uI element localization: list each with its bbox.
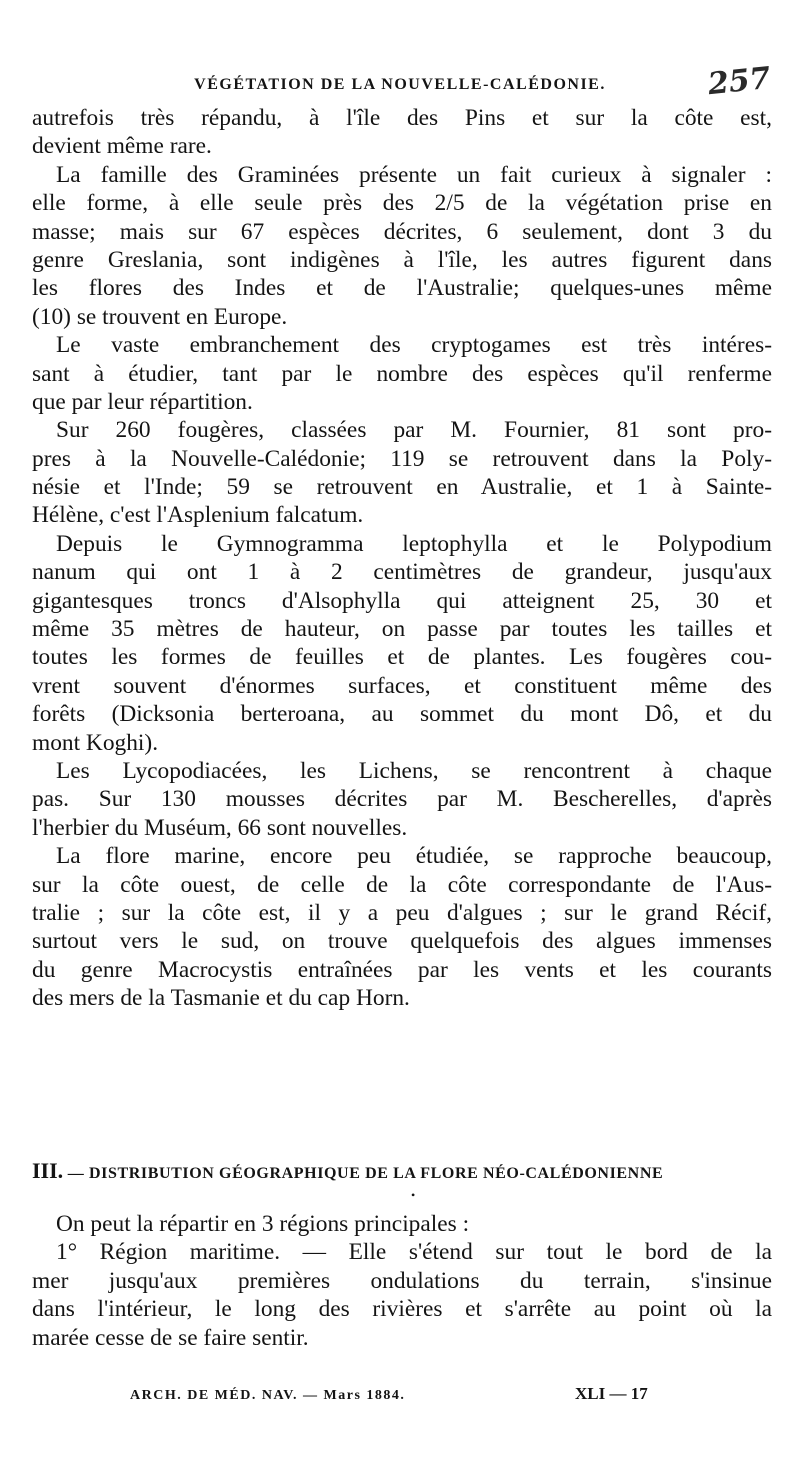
text-line: Depuis le Gymnogramma leptophylla et le Polypodium bbox=[56, 530, 772, 557]
text-line: Hélène, c'est l'Asplenium falcatum. bbox=[32, 502, 364, 529]
divider-dot: • bbox=[411, 1188, 416, 1202]
text-line: devient même rare. bbox=[32, 133, 212, 160]
text-line: autrefois très répandu, à l'île des Pins et sur la côte est, bbox=[32, 105, 772, 131]
text-line: mont Koghi). bbox=[32, 729, 159, 756]
text-line: des mers de la Tasmanie et du cap Horn. bbox=[32, 985, 410, 1012]
text-line: pas. Sur 130 mousses décrites par M. Bescherelles, d'après bbox=[32, 786, 772, 813]
text-line: mer jusqu'aux premières ondulations du terrain, s'insinue bbox=[32, 1267, 772, 1294]
body-text-block bbox=[32, 104, 772, 1013]
text-line: que par leur répartition. bbox=[32, 388, 253, 415]
text-line: les flores des Indes et de l'Australie; quelques-unes même bbox=[32, 275, 772, 302]
text-line: nanum qui ont 1 à 2 centimètres de grandeur, jusqu'aux bbox=[32, 559, 772, 586]
text-line: (10) se trouvent en Europe. bbox=[32, 303, 288, 330]
text-line: tralie ; sur la côte est, il y a peu d'algues ; sur le grand Récif, bbox=[32, 899, 772, 926]
section-body bbox=[32, 1210, 772, 1352]
text-line: Le vaste embranchement des cryptogames est très intéres- bbox=[56, 332, 772, 359]
text-line: pres à la Nouvelle-Calédonie; 119 se retrouvent dans la Poly- bbox=[32, 445, 772, 472]
text-line: Sur 260 fougères, classées par M. Fournier, 81 sont pro- bbox=[56, 417, 772, 444]
text-line: surtout vers le sud, on trouve quelquefois des algues immenses bbox=[32, 928, 772, 955]
text-line: l'herbier du Muséum, 66 sont nouvelles. bbox=[32, 814, 408, 841]
text-line: vrent souvent d'énormes surfaces, et constituent même des bbox=[32, 672, 772, 699]
text-line: dans l'intérieur, le long des rivières et s'arrête au point où la bbox=[32, 1296, 772, 1323]
text-line: Les Lycopodiacées, les Lichens, se rencontrent à chaque bbox=[56, 757, 772, 784]
text-line: sant à étudier, tant par le nombre des espèces qu'il renferme bbox=[32, 360, 772, 387]
text-line: La flore marine, encore peu étudiée, se rapproche beaucoup, bbox=[56, 843, 772, 870]
text-line: sur la côte ouest, de celle de la côte correspondante de l'Aus- bbox=[32, 871, 772, 898]
handwritten-page-number: 257 bbox=[706, 60, 773, 103]
running-head: VÉGÉTATION DE LA NOUVELLE-CALÉDONIE. bbox=[194, 76, 606, 93]
section-heading bbox=[32, 1158, 772, 1184]
text-line: masse; mais sur 67 espèces décrites, 6 seulement, dont 3 du bbox=[32, 218, 772, 245]
footer-signature: XLI — 17 bbox=[575, 1384, 648, 1403]
section-title: — DISTRIBUTION GÉOGRAPHIQUE DE LA FLORE NÉO-CALÉDONIENNE bbox=[67, 1165, 664, 1182]
text-line: du genre Macrocystis entraînées par les vents et les courants bbox=[32, 956, 772, 983]
text-line: gigantesques troncs d'Alsophylla qui atteignent 25, 30 et bbox=[32, 587, 772, 614]
footer-journal: ARCH. DE MÉD. NAV. — Mars 1884. bbox=[130, 1388, 406, 1403]
text-line: genre Greslania, sont indigènes à l'île, les autres figurent dans bbox=[32, 246, 772, 273]
text-line: même 35 mètres de hauteur, on passe par toutes les tailles et bbox=[32, 616, 772, 643]
text-line: toutes les formes de feuilles et de plantes. Les fougères cou- bbox=[32, 644, 772, 671]
text-line: 1° Région maritime. — Elle s'étend sur tout le bord de la bbox=[56, 1239, 772, 1266]
text-line: La famille des Graminées présente un fait curieux à signaler : bbox=[56, 161, 772, 188]
text-line: elle forme, à elle seule près des 2/5 de la végétation prise en bbox=[32, 190, 772, 217]
section-number: III. bbox=[32, 1158, 64, 1183]
text-line: marée cesse de se faire sentir. bbox=[32, 1324, 309, 1351]
text-line: On peut la répartir en 3 régions principales : bbox=[56, 1211, 470, 1237]
text-line: forêts (Dicksonia berteroana, au sommet du mont Dô, et du bbox=[32, 701, 772, 728]
text-line: nésie et l'Inde; 59 se retrouvent en Australie, et 1 à Sainte- bbox=[32, 474, 772, 501]
